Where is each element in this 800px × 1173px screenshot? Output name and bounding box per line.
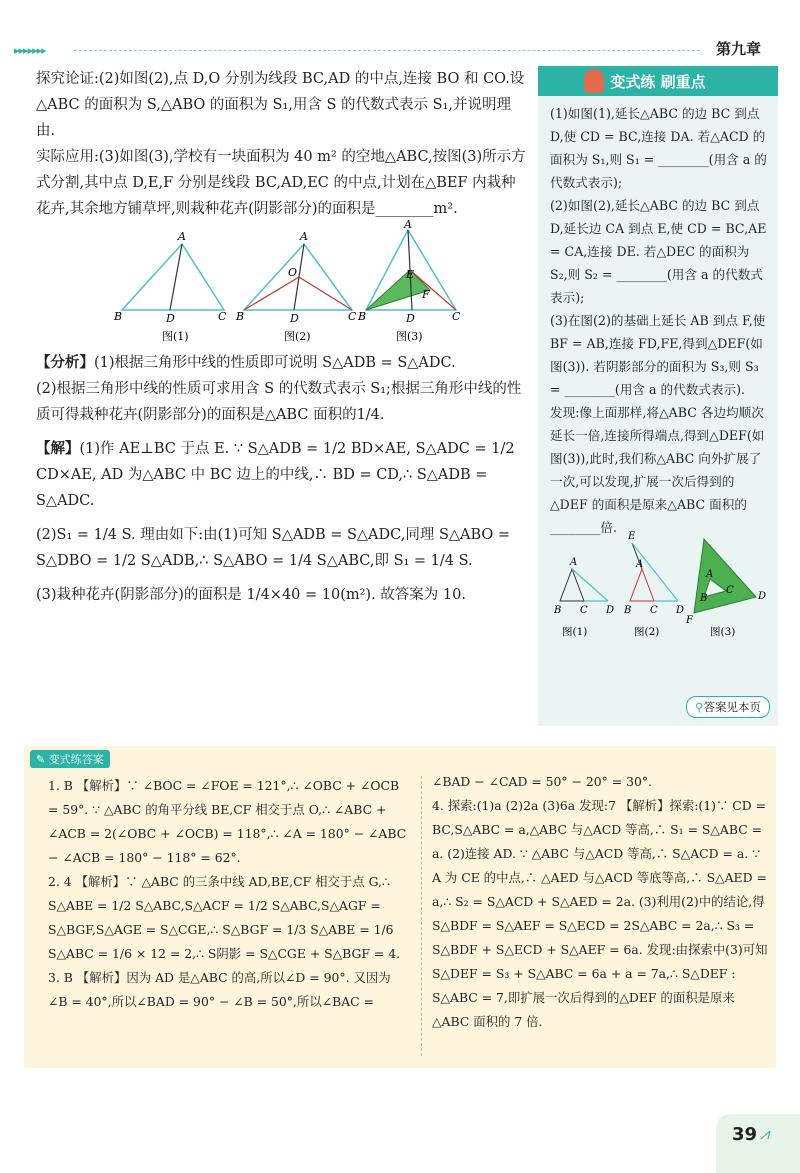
variant-practice-title: 变式练 刷重点: [610, 72, 706, 91]
svg-text:A: A: [570, 557, 578, 568]
main-fig-caption-2: 图(2): [284, 330, 311, 343]
svg-text:B: B: [236, 310, 245, 323]
main-figure-1: [113, 230, 227, 325]
header-dots: ▸▸▸▸▸▸▸: [14, 44, 46, 57]
svg-text:C: C: [726, 585, 734, 596]
analysis-label: 【分析】: [36, 354, 94, 371]
page-number: 39: [732, 1124, 758, 1145]
answers-panel: [24, 746, 776, 1068]
svg-text:O: O: [288, 266, 298, 279]
answer-link-label: 答案见本页: [703, 700, 761, 714]
page-number-tab: [716, 1114, 800, 1173]
main-figures: [36, 218, 530, 346]
svg-text:A: A: [636, 559, 644, 570]
svg-text:D: D: [606, 605, 615, 616]
svg-text:A: A: [706, 569, 714, 580]
svg-text:A: A: [178, 230, 186, 243]
svg-text:D: D: [290, 312, 299, 325]
svg-text:D: D: [676, 605, 685, 616]
main-paragraph-2: 实际应用:(3)如图(3),学校有一块面积为 40 m² 的空地△ABC,按图(3)所示方式分割,其中点 D,E,F 分别是线段 BC,AD,EC 的中点,计划在△BEF 内栽种花卉,其余地方铺草坪,则栽种花卉(阴影部分)的面积是________m².: [36, 149, 526, 217]
main-fig-caption-1: 图(1): [162, 330, 189, 343]
main-figure-2: [235, 230, 357, 325]
variant-figures-svg: [550, 531, 768, 639]
svg-text:E: E: [628, 531, 636, 542]
bulb-icon: ✎: [36, 753, 46, 766]
pin-icon: ⚲: [695, 700, 704, 714]
svg-text:D: D: [406, 312, 415, 325]
svg-text:F: F: [686, 615, 693, 626]
variant-fig-caption-3: 图(3): [710, 626, 736, 638]
variant-question-3: (3)在图(2)的基础上延长 AB 到点 F,使 BF = AB,连接 FD,FE,得到△DEF(如图(3)). 若阴影部分的面积为 S₃,则 S₃ = ________(用含 a 的代数式表示).: [550, 313, 766, 397]
answer-1: 1. B 【解析】∵ ∠BOC = ∠FOE = 121°,∴ ∠OBC + ∠OCB = 59°. ∵ △ABC 的角平分线 BE,CF 相交于点 O,∴ ∠ABC + ∠ACB = 2(∠OBC + ∠OCB) = 118°,∴ ∠A = 180° − ∠ABC − ∠ACB = 180° − 118° = 62°.: [48, 778, 407, 865]
svg-text:C: C: [218, 310, 227, 323]
main-fig-caption-3: 图(3): [396, 330, 423, 343]
svg-text:C: C: [650, 605, 658, 616]
svg-text:C: C: [580, 605, 588, 616]
solution-3: (3)栽种花卉(阴影部分)的面积是 1/4×40 = 10(m²). 故答案为 10.: [36, 587, 466, 603]
main-figure-3: [357, 218, 461, 325]
svg-text:A: A: [404, 218, 412, 231]
answer-4: 4. 探索:(1)a (2)2a (3)6a 发现:7 【解析】探索:(1)∵ CD = BC,S△ABC = a,△ABC 与△ACD 等高,∴ S₁ = S△ABC = a. (2)连接 AD. ∵ △ABC 与△ACD 等高,∴ S△ACD = a. ∵ A 为 CE 的中点,∴ △AED 与△ACD 等底等高,∴ S△AED = a,∴ S₂ = S△ACD + S△AED = 2a. (3)利用(2)中的结论,得 S△BDF = S△AEF = S△ECD = 2S△ABC = 2a,∴ S₃ = S△BDF + S△ECD + S△AEF = 6a. 发现:由探索中(3)可知 S△DEF = S₃ + S△ABC = 6a + a = 7a,∴ S△DEF : S△ABC = 7,即扩展一次后得到的△DEF 的面积是原来△ABC 面积的 7 倍.: [432, 798, 768, 1029]
variant-fig-caption-1: 图(1): [562, 626, 588, 638]
answer-3: 3. B 【解析】因为 AD 是△ABC 的高,所以∠D = 90°. 又因为∠B = 40°,所以∠BAD = 90° − ∠B = 50°,所以∠BAC =: [48, 970, 391, 1009]
variant-practice-header: [538, 66, 778, 96]
solution-1: [36, 436, 530, 514]
variant-fig-caption-2: 图(2): [634, 626, 660, 638]
variant-figure-2: [623, 531, 684, 616]
analysis-text-1: (1)根据三角形中线的性质即可说明 S△ADB = S△ADC.: [94, 355, 456, 371]
svg-text:D: D: [758, 591, 767, 602]
header-rule: [74, 50, 700, 51]
variant-discovery: 发现:像上面那样,将△ABC 各边均顺次延长一倍,连接所得端点,得到△DEF(如图(3)),此时,我们称△ABC 向外扩展了一次,可以发现,扩展一次后得到的△DEF 的面积是原来△ABC 面积的________倍.: [550, 405, 765, 535]
answer-3-continued: ∠BAD − ∠CAD = 50° − 20° = 30°.: [432, 774, 652, 789]
svg-text:B: B: [700, 593, 708, 604]
main-figures-svg: [36, 218, 530, 346]
answers-right-column: [432, 770, 768, 1034]
variant-practice-panel: [538, 66, 778, 726]
analysis-2: (2)根据三角形中线的性质可求用含 S 的代数式表示 S₁;根据三角形中线的性质可得栽种花卉(阴影部分)的面积是△ABC 面积的1/4.: [36, 381, 522, 423]
main-paragraph-1: 探究论证:(2)如图(2),点 D,O 分别为线段 BC,AD 的中点,连接 BO 和 CO.设△ABC 的面积为 S,△ABO 的面积为 S₁,用含 S 的代数式表示 S₁,并说明理由.: [36, 71, 525, 139]
svg-text:C: C: [452, 310, 461, 323]
variant-question-1: (1)如图(1),延长△ABC 的边 BC 到点 D,使 CD = BC,连接 DA. 若△ACD 的面积为 S₁,则 S₁ = ________(用含 a 的代数式表示);: [550, 106, 767, 190]
svg-text:B: B: [114, 310, 123, 323]
mascot-icon: [584, 69, 604, 93]
svg-text:E: E: [406, 268, 415, 281]
solution-text-1: (1)作 AE⊥BC 于点 E. ∵ S△ADB = 1/2 BD×AE, S△ADC = 1/2 CD×AE, AD 为△ABC 中 BC 边上的中线,∴ BD = CD,∴ S△ADB = S△ADC.: [36, 441, 515, 509]
answer-2: 2. 4 【解析】∵ △ABC 的三条中线 AD,BE,CF 相交于点 G,∴ S△ABE = 1/2 S△ABC,S△ACF = 1/2 S△ABC,S△AGF = S△BGF,S△AGE = S△CGE,∴ S△BGF = 1/3 S△ABE = 1/6 S△ABC = 1/6 × 12 = 2,∴ S阴影 = S△CGE + S△BGF = 4.: [48, 874, 401, 961]
compass-icon: ⩘: [760, 1124, 770, 1143]
variant-question-2: (2)如图(2),延长△ABC 的边 BC 到点 D,延长边 CA 到点 E,使 CD = BC,AE = CA,连接 DE. 若△DEC 的面积为 S₂,则 S₂ = ________(用含 a 的代数式表示);: [550, 198, 767, 305]
svg-text:F: F: [422, 288, 430, 301]
svg-text:B: B: [624, 605, 632, 616]
svg-text:C: C: [348, 310, 357, 323]
answers-tag: [30, 750, 110, 768]
variant-figure-3: [685, 539, 766, 626]
variant-figures: [550, 531, 768, 639]
svg-text:B: B: [358, 310, 367, 323]
answers-left-column: [48, 774, 408, 1014]
svg-text:A: A: [300, 230, 308, 243]
variant-figure-1: [553, 557, 614, 616]
answer-link[interactable]: [686, 696, 770, 718]
answers-tag-label: 变式练答案: [48, 753, 104, 766]
answers-divider: [421, 776, 422, 1056]
solution-label: 【解】: [36, 440, 80, 457]
chapter-title: 第九章: [716, 40, 762, 58]
svg-text:D: D: [166, 312, 175, 325]
main-column: [36, 66, 530, 608]
solution-2: (2)S₁ = 1/4 S. 理由如下:由(1)可知 S△ADB = S△ADC,同理 S△ABO = S△DBO = 1/2 S△ADB,∴ S△ABO = 1/4 S△ABC,即 S₁ = 1/4 S.: [36, 527, 511, 569]
svg-text:B: B: [554, 605, 562, 616]
analysis-1: [36, 350, 530, 376]
